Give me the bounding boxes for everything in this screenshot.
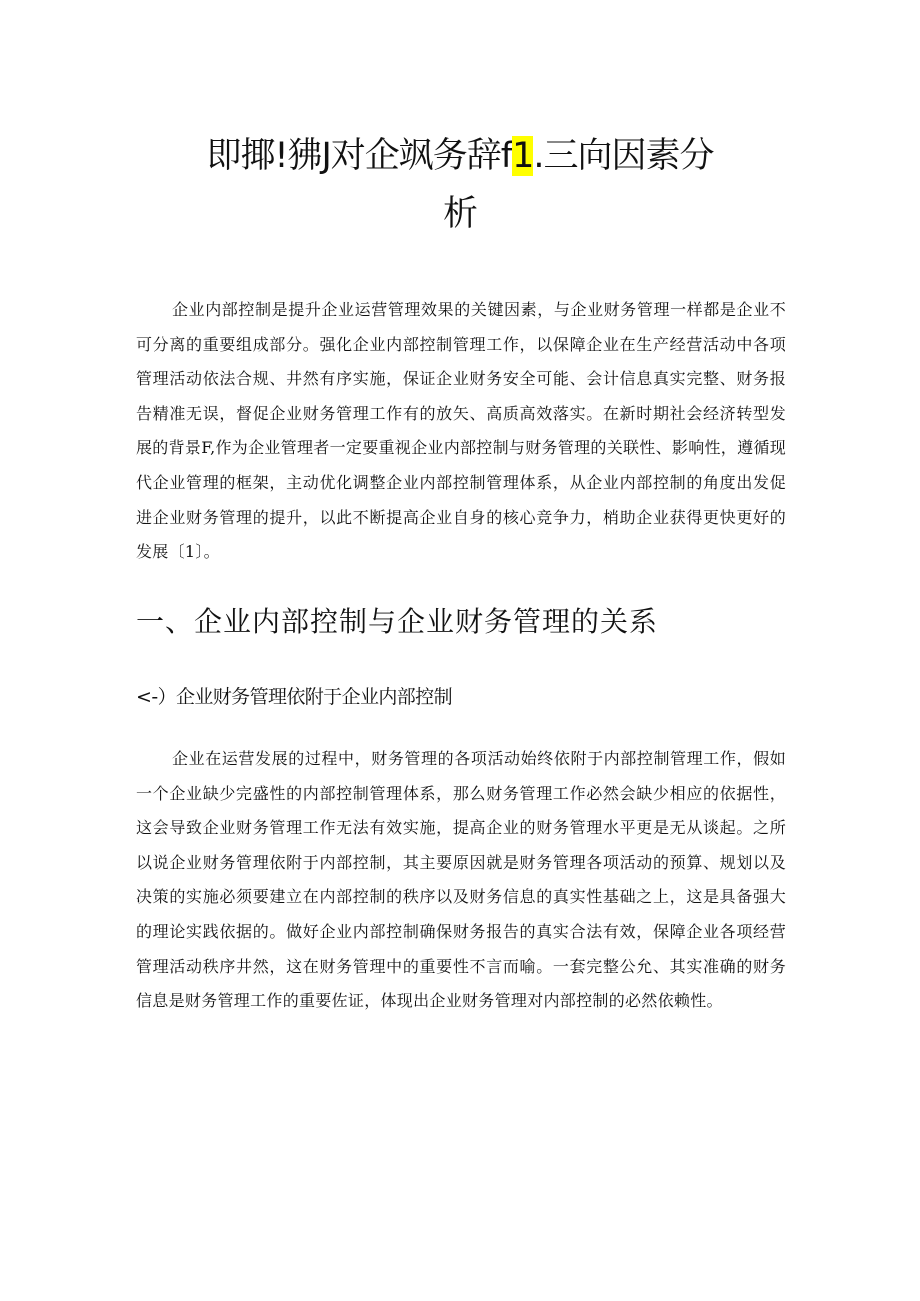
title-text-before: 即揶!狒J对企飒务辞f — [206, 136, 513, 176]
intro-paragraph: 企业内部控制是提升企业运营管理效果的关键因素，与企业财务管理一样都是企业不可分离的重要组成部分。强化企业内部控制管理工作，以保障企业在生产经营活动中各项管理活动依法合规、井然有序实施，保证企业财务安全可能、会计信息真实完整、财务报告精准无误，督促企业财务管理工作有的放矢、高质高效落实。在新时期社会经济转型发展的背景F,作为企业管理者一定要重视企业内部控制与财务管理的关联性、影响性，遵循现代企业管理的框架，主动优化调整企业内部控制管理体系，从企业内部控制的角度出发促进企业财务管理的提升，以此不断提高企业自身的核心竞争力，梢助企业获得更快更好的发展〔1〕。 — [136, 300, 786, 562]
title-text-after: .三向因素分 — [533, 136, 714, 176]
document-title-line-2: 析 — [442, 194, 477, 234]
section-heading-1: 一、企业内部控制与企业财务管理的关系 — [136, 605, 659, 638]
subsection-heading-1: <-）企业财务管理依附于企业内部控制 — [136, 686, 452, 708]
title-highlighted-text: 1 — [512, 136, 534, 176]
document-title-line-1 — [0, 132, 920, 180]
body-paragraph-1: 企业在运营发展的过程中，财务管理的各项活动始终依附于内部控制管理工作，假如一个企业缺少完盛性的内部控制管理体系，那么财务管理工作必然会缺少相应的依据性，这会导致企业财务管理工作无法有效实施，提高企业的财务管理水平更是无从谈起。之所以说企业财务管理依附于内部控制，其主要原因就是财务管理各项活动的预算、规划以及决策的实施必须要建立在内部控制的秩序以及财务信息的真实性基础之上，这是具备强大的理论实践依据的。做好企业内部控制确保财务报告的真实合法有效，保障企业各项经营管理活动秩序井然，这在财务管理中的重要性不言而喻。一套完整公允、其实准确的财务信息是财务管理工作的重要佐证，体现出企业财务管理对内部控制的必然依赖性。 — [136, 749, 786, 1011]
